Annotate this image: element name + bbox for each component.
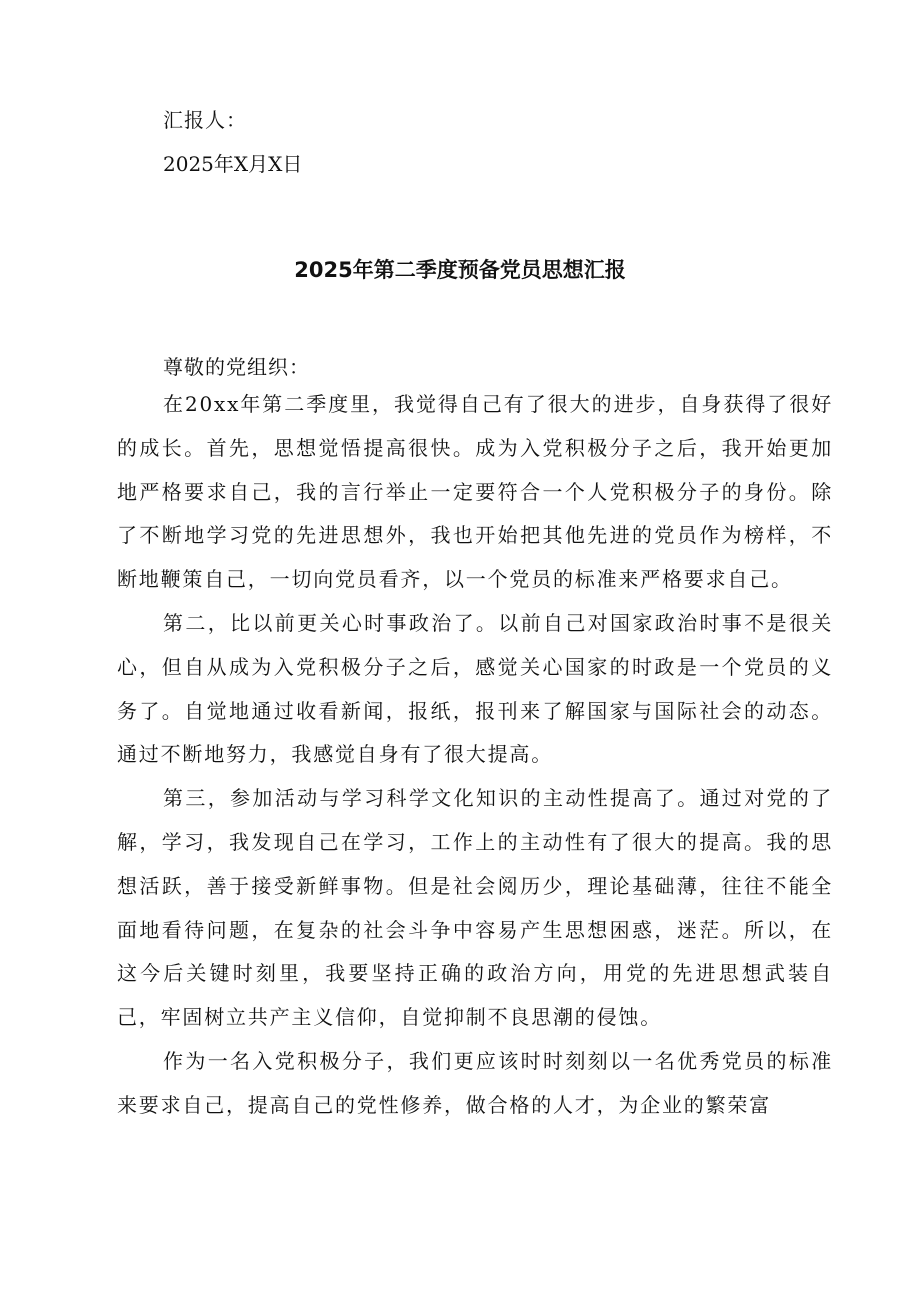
report-body <box>117 383 833 1128</box>
paragraph-1: 在20xx年第二季度里，我觉得自己有了很大的进步，自身获得了很好的成长。首先，思想觉悟提高很快。成为入党积极分子之后，我开始更加地严格要求自己，我的言行举止一定要符合一个人党积极分子的身份。除了不断地学习党的先进思想外，我也开始把其他先进的党员作为榜样，不断地鞭策自己，一切向党员看齐，以一个党员的标准来严格要求自己。 <box>117 392 833 592</box>
reporter-label: 汇报人： <box>163 108 247 132</box>
report-date: 2025年X月X日 <box>163 152 303 176</box>
paragraph-4: 作为一名入党积极分子，我们更应该时时刻刻以一名优秀党员的标准来要求自己，提高自己的党性修养，做合格的人才，为企业的繁荣富 <box>117 1048 833 1117</box>
salutation: 尊敬的党组织： <box>163 355 310 379</box>
paragraph-2: 第二，比以前更关心时事政治了。以前自己对国家政治时事不是很关心，但自从成为入党积极分子之后，感觉关心国家的时政是一个党员的义务了。自觉地通过收看新闻，报纸，报刊来了解国家与国际社会的动态。通过不断地努力，我感觉自身有了很大提高。 <box>117 610 833 767</box>
page-title: 2025年第二季度预备党员思想汇报 <box>294 258 626 282</box>
paragraph-3: 第三，参加活动与学习科学文化知识的主动性提高了。通过对党的了解，学习，我发现自己在学习，工作上的主动性有了很大的提高。我的思想活跃，善于接受新鲜事物。但是社会阅历少，理论基础薄，往往不能全面地看待问题，在复杂的社会斗争中容易产生思想困惑，迷茫。所以，在这今后关键时刻里，我要坚持正确的政治方向，用党的先进思想武装自己，牢固树立共产主义信仰，自觉抑制不良思潮的侵蚀。 <box>117 786 833 1030</box>
